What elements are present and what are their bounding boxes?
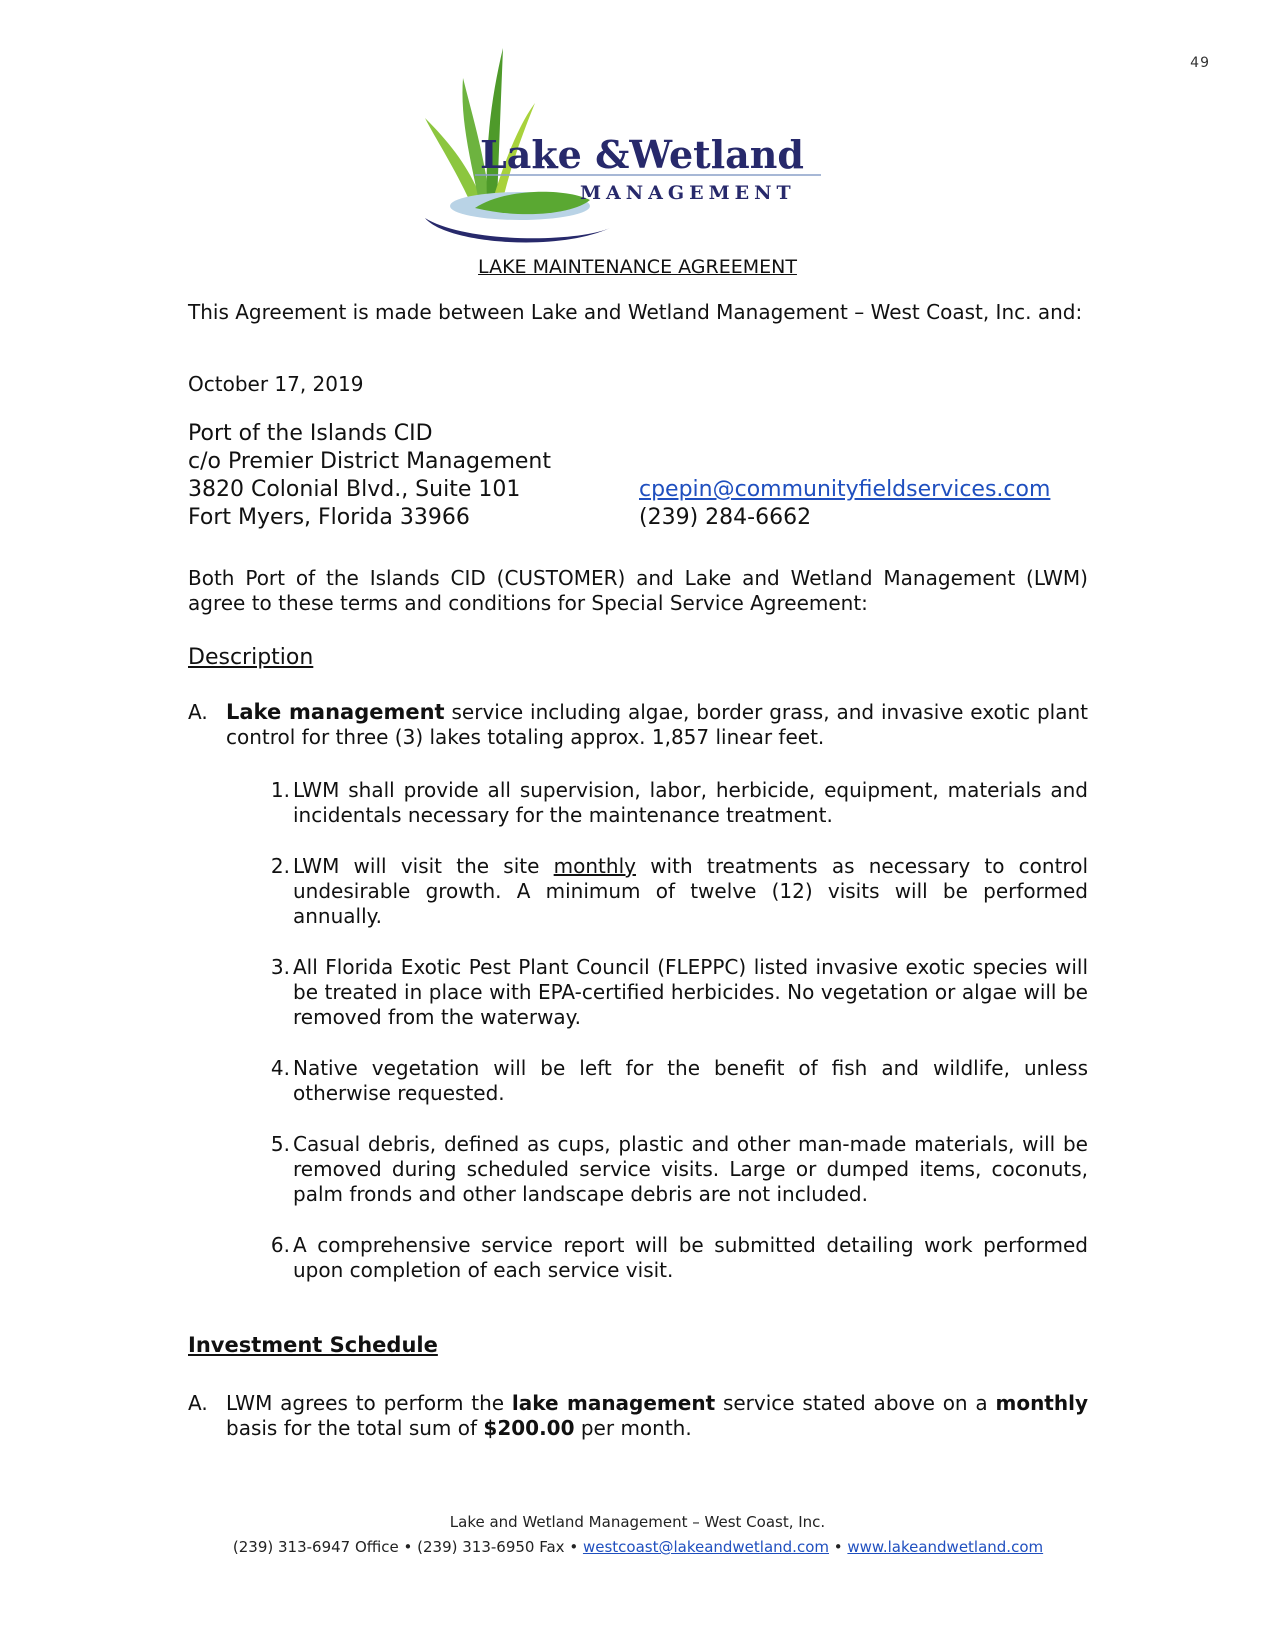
description-item: Native vegetation will be left for the benefit of fish and wildlife, unless otherwise requested.	[293, 1056, 1088, 1105]
agreement-date: October 17, 2019	[188, 372, 364, 396]
investment-letter: A.	[188, 1391, 208, 1415]
lead-bold: Lake management	[226, 700, 445, 724]
footer-company: Lake and Wetland Management – West Coast, Inc.	[449, 1513, 826, 1531]
item-number: 5.	[270, 1132, 290, 1156]
footer-email-link[interactable]: westcoast@lakeandwetland.com	[582, 1538, 829, 1556]
description-item: Casual debris, defined as cups, plastic and other man-made materials, will be removed during scheduled service visits. Large or dumped items, coconuts, palm fronds and other landscape debris are not included.	[293, 1132, 1088, 1206]
description-lead	[226, 700, 1088, 750]
investment-bold-frequency: monthly	[995, 1391, 1088, 1415]
item-pre: LWM will visit the site	[293, 854, 554, 878]
intro-paragraph: This Agreement is made between Lake and Wetland Management – West Coast, Inc. and:	[188, 300, 1083, 324]
item-underlined: monthly	[553, 854, 636, 878]
document-title: LAKE MAINTENANCE AGREEMENT	[478, 256, 797, 278]
item-number: 6.	[270, 1233, 290, 1257]
page-number: 49	[1190, 55, 1210, 71]
logo-line1: Lake &Wetland	[480, 132, 804, 177]
investment-amount: $200.00	[483, 1416, 575, 1440]
item-number: 2.	[270, 854, 290, 878]
description-item: A comprehensive service report will be submitted detailing work performed upon completion of each service visit.	[293, 1233, 1088, 1282]
investment-text: LWM agrees to perform the lake management service stated above on a monthly basis for the total sum of $200.00 per month.	[226, 1391, 1088, 1440]
address-line: c/o Premier District Management	[188, 449, 551, 474]
address-line: 3820 Colonial Blvd., Suite 101	[188, 477, 521, 502]
navy-swoosh-icon	[425, 218, 610, 242]
footer-office: (239) 313-6947 Office	[232, 1538, 399, 1556]
investment-bold-service: lake management	[511, 1391, 716, 1415]
footer-website-link[interactable]: www.lakeandwetland.com	[847, 1538, 1044, 1556]
investment-heading: Investment Schedule	[188, 1333, 438, 1357]
address-line: Fort Myers, Florida 33966	[188, 505, 470, 530]
description-heading: Description	[188, 645, 314, 670]
description-letter: A.	[188, 700, 208, 724]
item-number: 4.	[270, 1056, 290, 1080]
company-logo	[425, 48, 865, 248]
item-number: 1.	[270, 778, 290, 802]
customer-contact	[639, 476, 1050, 532]
footer-contact: (239) 313-6947 Office • (239) 313-6950 Fax • westcoast@lakeandwetland.com • www.lakeandwetland.com	[232, 1538, 1044, 1556]
description-item: All Florida Exotic Pest Plant Council (FLEPPC) listed invasive exotic species will be treated in place with EPA-certified herbicides. No vegetation or algae will be removed from the waterway.	[293, 955, 1088, 1029]
customer-address	[188, 420, 551, 532]
lead-rest: service including algae, border grass, and invasive exotic plant control for three (3) lakes totaling approx. 1,857 linear feet.	[226, 700, 1088, 749]
agree-paragraph: Both Port of the Islands CID (CUSTOMER) and Lake and Wetland Management (LWM) agree to these terms and conditions for Special Service Agreement:	[188, 566, 1088, 615]
footer-fax: (239) 313-6950 Fax	[417, 1538, 565, 1556]
address-line: Port of the Islands CID	[188, 421, 433, 446]
contact-email-link[interactable]: cpepin@communityfieldservices.com	[639, 477, 1051, 502]
description-item	[293, 854, 1088, 929]
contact-phone: (239) 284-6662	[639, 505, 812, 530]
item-post: with treatments as necessary to control undesirable growth. A minimum of twelve (12) visits will be performed annually.	[293, 854, 1089, 928]
logo-line2: MANAGEMENT	[580, 182, 796, 204]
description-item: LWM shall provide all supervision, labor, herbicide, equipment, materials and incidentals necessary for the maintenance treatment.	[293, 778, 1088, 827]
item-number: 3.	[270, 955, 290, 979]
